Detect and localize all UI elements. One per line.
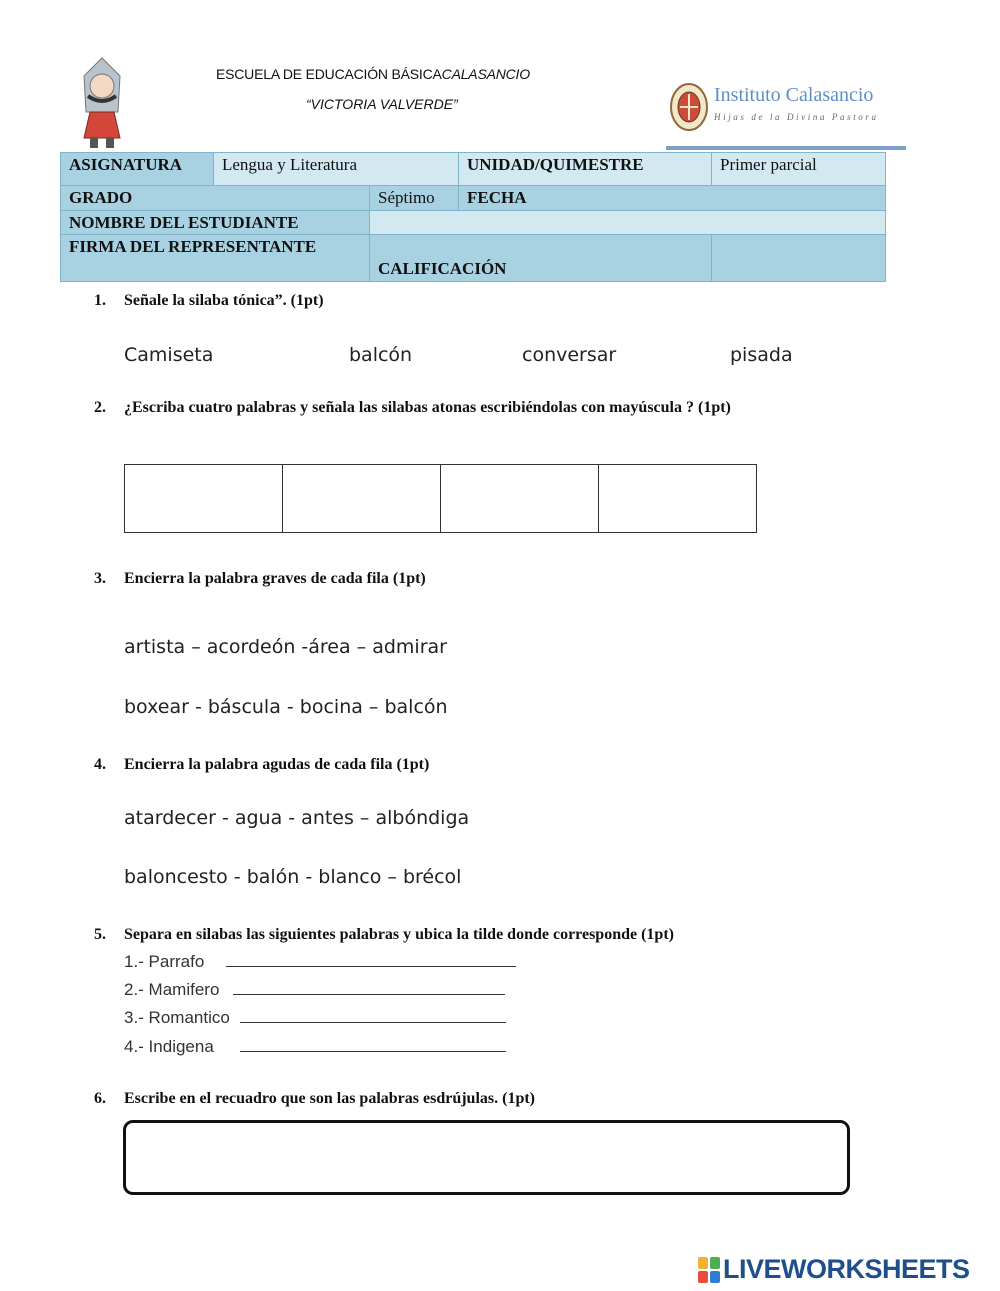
question-5-title: 5. Separa en silabas las siguientes palabras y ubica la tilde donde corresponde (1pt) xyxy=(94,926,674,943)
q5-answer-line-2[interactable] xyxy=(233,980,505,995)
q1-word-4[interactable]: pisada xyxy=(730,344,793,366)
q1-word-1[interactable]: Camiseta xyxy=(124,344,214,366)
q4-row-2[interactable]: baloncesto - balón - blanco – brécol xyxy=(124,866,462,888)
school-name: ESCUELA DE EDUCACIÓN BÁSICACALASANCIO xyxy=(216,66,530,82)
nombre-estudiante-field[interactable] xyxy=(369,210,886,235)
q1-word-3[interactable]: conversar xyxy=(522,344,617,366)
grado-label: GRADO xyxy=(60,185,370,211)
q5-item-4: 4.- Indigena xyxy=(124,1037,506,1057)
firma-representante-label: FIRMA DEL REPRESENTANTE xyxy=(60,234,370,282)
q5-answer-line-1[interactable] xyxy=(226,952,516,967)
q5-answer-line-4[interactable] xyxy=(240,1037,506,1052)
school-subtitle: “VICTORIA VALVERDE” xyxy=(306,96,458,112)
institute-title: Instituto Calasancio xyxy=(714,84,874,106)
question-6-title: 6. Escribe en el recuadro que son las palabras esdrújulas. (1pt) xyxy=(94,1090,535,1107)
calificacion-label: CALIFICACIÓN xyxy=(369,234,712,282)
q3-row-2[interactable]: boxear - báscula - bocina – balcón xyxy=(124,696,448,718)
school-mascot-image xyxy=(70,56,134,150)
asignatura-label: ASIGNATURA xyxy=(60,152,214,186)
question-4-title: 4. Encierra la palabra agudas de cada fila (1pt) xyxy=(94,756,430,773)
unidad-value: Primer parcial xyxy=(711,152,886,186)
q1-word-2[interactable]: balcón xyxy=(349,344,413,366)
header-divider xyxy=(666,146,906,150)
institute-crest-icon xyxy=(668,80,710,134)
institute-subtitle: Hijas de la Divina Pastora xyxy=(714,112,879,122)
grado-value: Séptimo xyxy=(369,185,459,211)
q6-answer-box[interactable] xyxy=(123,1120,850,1195)
liveworksheets-logo xyxy=(698,1254,970,1285)
q5-item-1: 1.- Parrafo xyxy=(124,952,516,972)
q5-item-2: 2.- Mamifero xyxy=(124,980,505,1000)
fecha-label: FECHA xyxy=(458,185,886,211)
liveworksheets-brand: LIVEWORKSHEETS xyxy=(723,1254,970,1284)
q5-item-3: 3.- Romantico xyxy=(124,1008,506,1028)
q2-answer-box-1[interactable] xyxy=(125,465,283,532)
student-info-table xyxy=(60,152,886,282)
unidad-label: UNIDAD/QUIMESTRE xyxy=(458,152,712,186)
liveworksheets-icon xyxy=(698,1257,720,1283)
q2-answer-box-4[interactable] xyxy=(599,465,756,532)
q3-row-1[interactable]: artista – acordeón -área – admirar xyxy=(124,636,447,658)
nombre-estudiante-label: NOMBRE DEL ESTUDIANTE xyxy=(60,210,370,235)
question-3-title: 3. Encierra la palabra graves de cada fila (1pt) xyxy=(94,570,426,587)
q2-answer-box-3[interactable] xyxy=(441,465,599,532)
question-1-title: 1. Señale la silaba tónica”. (1pt) xyxy=(94,292,324,309)
institute-logo xyxy=(666,78,888,136)
q2-answer-box-2[interactable] xyxy=(283,465,441,532)
question-2-title: 2. ¿Escriba cuatro palabras y señala las silabas atonas escribiéndolas con mayúscula ? (1pt) xyxy=(94,399,731,416)
q2-answer-boxes xyxy=(124,464,757,533)
q5-answer-line-3[interactable] xyxy=(240,1008,506,1023)
q4-row-1[interactable]: atardecer - agua - antes – albóndiga xyxy=(124,807,470,829)
asignatura-value: Lengua y Literatura xyxy=(213,152,459,186)
calificacion-field[interactable] xyxy=(711,234,886,282)
